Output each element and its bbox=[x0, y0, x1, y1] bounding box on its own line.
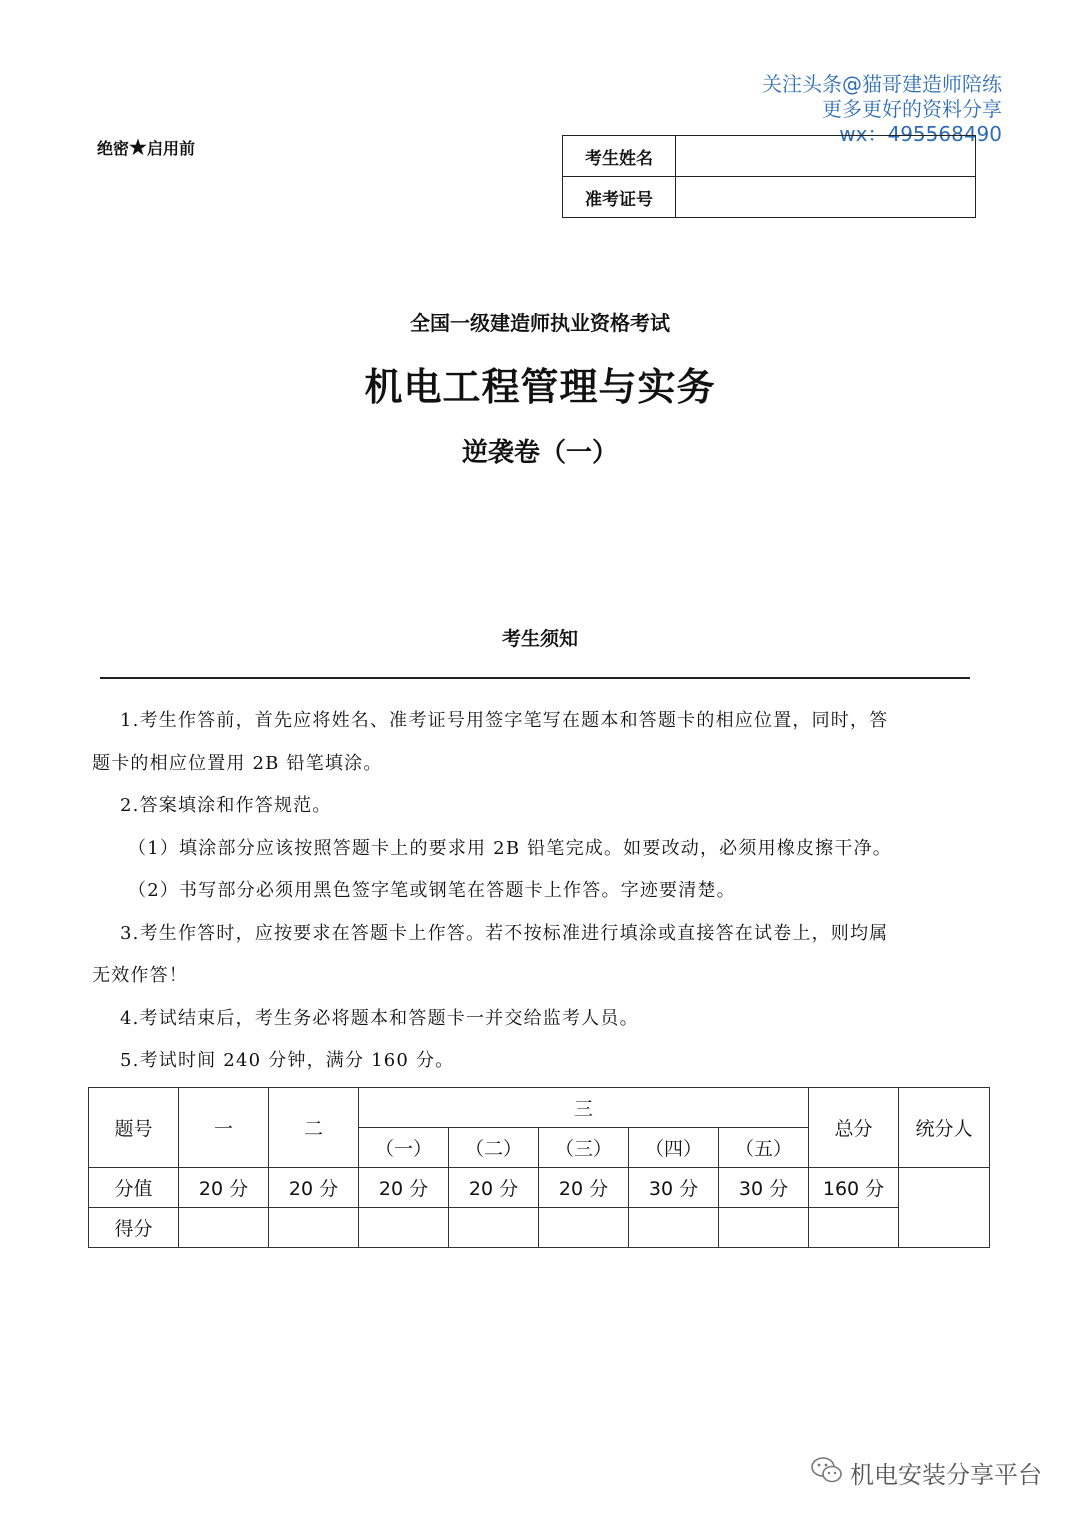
notice-line: 题卡的相应位置用 2B 铅笔填涂。 bbox=[92, 752, 383, 774]
brand-text: 机电安装分享平台 bbox=[850, 1461, 1042, 1489]
value-cell: 30 分 bbox=[629, 1168, 719, 1208]
header-question-no: 题号 bbox=[89, 1088, 179, 1168]
value-cell: 20 分 bbox=[179, 1168, 269, 1208]
score-table bbox=[88, 1087, 990, 1248]
notice-body bbox=[92, 700, 992, 1083]
score-cell[interactable] bbox=[269, 1208, 359, 1248]
notice-line: 2.答案填涂和作答规范。 bbox=[120, 795, 332, 816]
name-label: 考生姓名 bbox=[563, 136, 676, 177]
header-total: 总分 bbox=[809, 1088, 899, 1168]
notice-line: 3.考生作答时，应按要求在答题卡上作答。若不按标准进行填涂或直接答在试卷上，则均属 bbox=[120, 922, 889, 944]
value-cell: 20 分 bbox=[359, 1168, 449, 1208]
watermark-line-1: 关注头条@猫哥建造师陪练 bbox=[762, 72, 1002, 96]
header-part-1: 一 bbox=[179, 1088, 269, 1168]
header-scorer: 统分人 bbox=[899, 1088, 990, 1168]
value-cell: 20 分 bbox=[449, 1168, 539, 1208]
notice-line: 5.考试时间 240 分钟，满分 160 分。 bbox=[120, 1050, 455, 1071]
name-field[interactable] bbox=[676, 136, 976, 177]
notice-line: 4.考试结束后，考生务必将题本和答题卡一并交给监考人员。 bbox=[120, 1007, 639, 1029]
score-cell[interactable] bbox=[539, 1208, 629, 1248]
paper-name: 逆袭卷（一） bbox=[461, 438, 618, 468]
sub-header-5: （五） bbox=[719, 1128, 809, 1168]
header-part-3: 三 bbox=[359, 1088, 809, 1128]
sub-header-1: （一） bbox=[359, 1128, 449, 1168]
notice-line: （2）书写部分必须用黑色签字笔或钢笔在答题卡上作答。字迹要清楚。 bbox=[128, 880, 736, 901]
header-part-2: 二 bbox=[269, 1088, 359, 1168]
score-cell[interactable] bbox=[809, 1208, 899, 1248]
watermark-line-3: wx：495568490 bbox=[839, 122, 1002, 146]
confidential-mark bbox=[97, 135, 195, 159]
score-cell[interactable] bbox=[629, 1208, 719, 1248]
star-icon: ★ bbox=[129, 135, 147, 159]
row-label-score: 得分 bbox=[89, 1208, 179, 1248]
notice-line: （1）填涂部分应该按照答题卡上的要求用 2B 铅笔完成。如要改动，必须用橡皮擦干净。 bbox=[128, 837, 892, 859]
page-title: 机电工程管理与实务 bbox=[364, 365, 716, 409]
score-cell[interactable] bbox=[449, 1208, 539, 1248]
notice-line: 无效作答！ bbox=[92, 965, 188, 986]
value-cell: 20 分 bbox=[269, 1168, 359, 1208]
notice-heading: 考生须知 bbox=[501, 628, 578, 650]
notice-line: 1.考生作答前，首先应将姓名、准考证号用签字笔写在题本和答题卡的相应位置，同时，答 bbox=[120, 710, 889, 731]
value-cell: 20 分 bbox=[539, 1168, 629, 1208]
sub-header-3: （三） bbox=[539, 1128, 629, 1168]
id-label: 准考证号 bbox=[563, 177, 676, 218]
id-field[interactable] bbox=[676, 177, 976, 218]
score-cell[interactable] bbox=[179, 1208, 269, 1248]
sub-header-2: （二） bbox=[449, 1128, 539, 1168]
brand-watermark bbox=[810, 1455, 1042, 1490]
sub-header-4: （四） bbox=[629, 1128, 719, 1168]
wechat-icon bbox=[810, 1456, 844, 1490]
secret-suffix: 启用前 bbox=[146, 139, 195, 158]
watermark-line-2: 更多更好的资料分享 bbox=[822, 97, 1002, 121]
divider bbox=[100, 677, 970, 679]
candidate-info-table bbox=[562, 135, 976, 218]
score-cell[interactable] bbox=[719, 1208, 809, 1248]
secret-prefix: 绝密 bbox=[97, 139, 130, 158]
row-label-value: 分值 bbox=[89, 1168, 179, 1208]
exam-subtitle: 全国一级建造师执业资格考试 bbox=[410, 311, 670, 335]
score-cell[interactable] bbox=[359, 1208, 449, 1248]
value-cell: 160 分 bbox=[809, 1168, 899, 1208]
scorer-signature-cell[interactable] bbox=[899, 1168, 990, 1248]
value-cell: 30 分 bbox=[719, 1168, 809, 1208]
